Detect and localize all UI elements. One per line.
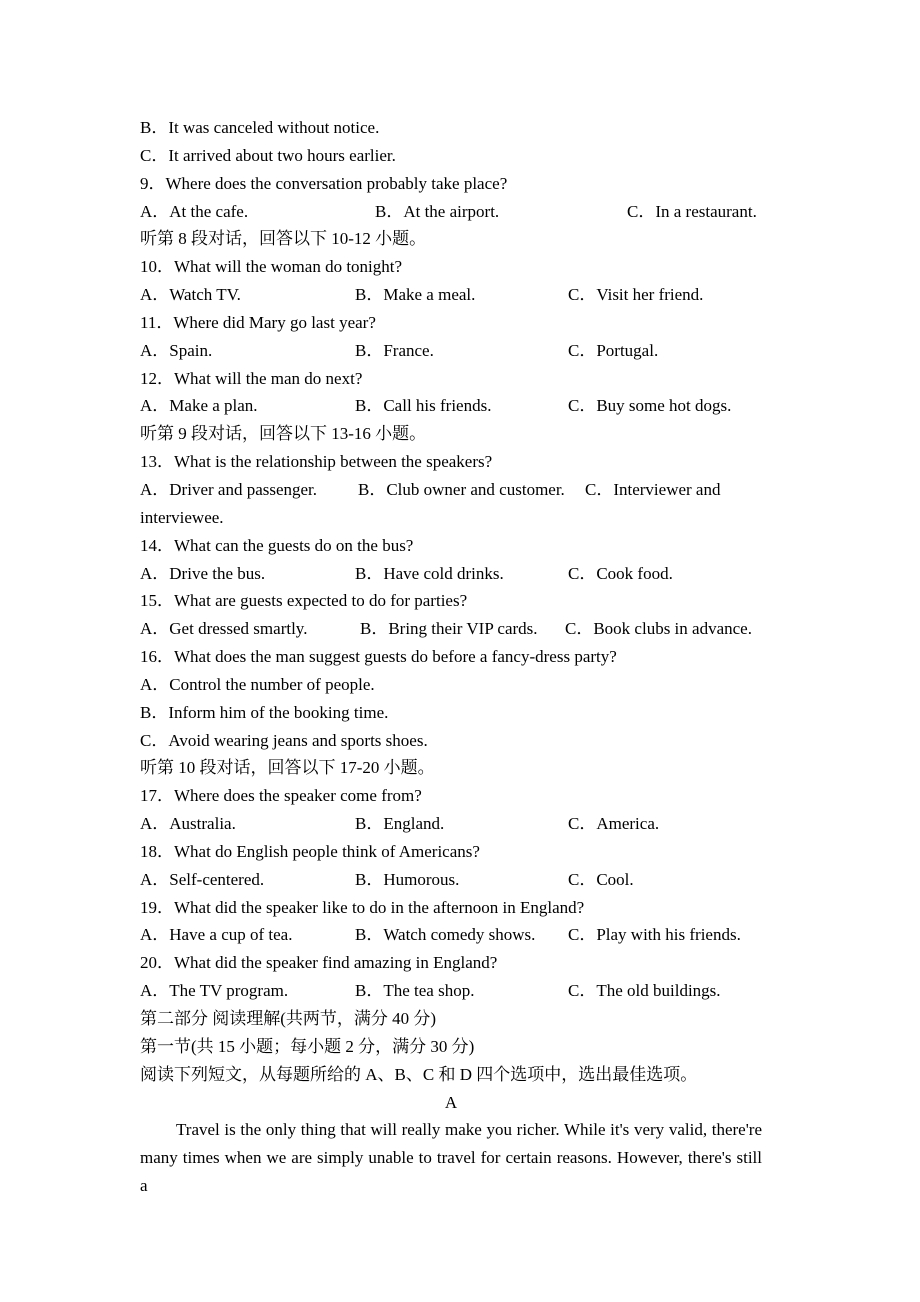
- option-a: A．Australia.: [140, 814, 236, 834]
- question-12: 12．What will the man do next?: [140, 368, 363, 388]
- option-row-q14: [140, 560, 762, 588]
- option-a: A．Self-centered.: [140, 869, 265, 889]
- option-row-q10: [140, 281, 762, 309]
- option-a: A．Spain.: [140, 340, 213, 360]
- option-c: C．America.: [568, 814, 660, 834]
- option-b: B．Have cold drinks.: [355, 563, 504, 583]
- option-c: C．Play with his friends.: [568, 925, 741, 945]
- listening-instruction-section8: 听第 8 段对话，回答以下 10-12 小题。: [140, 229, 427, 249]
- question-14: 14．What can the guests do on the bus?: [140, 535, 414, 555]
- option-row-q12: [140, 392, 762, 420]
- section-header-part2-node1: 第一节(共 15 小题；每小题 2 分，满分 30 分): [140, 1036, 475, 1056]
- question-18: 18．What do English people think of Americans?: [140, 841, 480, 861]
- question-11: 11．Where did Mary go last year?: [140, 312, 376, 332]
- option-b: B．Bring their VIP cards.: [360, 619, 538, 639]
- option-row-q17: [140, 810, 762, 838]
- question-20: 20．What did the speaker find amazing in England?: [140, 953, 498, 973]
- listening-instruction-section10: 听第 10 段对话，回答以下 17-20 小题。: [140, 758, 435, 778]
- option-a: A．Get dressed smartly.: [140, 619, 308, 639]
- option-c: C．The old buildings.: [568, 981, 721, 1001]
- option-c-continuation: interviewee.: [140, 507, 224, 527]
- reading-instruction: 阅读下列短文，从每题所给的 A、B、C 和 D 四个选项中，选出最佳选项。: [140, 1064, 698, 1084]
- exam-document-page: [140, 114, 767, 1200]
- option-line-a: A．Control the number of people.: [140, 674, 375, 694]
- question-16: 16．What does the man suggest guests do before a fancy-dress party?: [140, 647, 617, 667]
- option-row-q11: [140, 337, 762, 365]
- option-a: A．The TV program.: [140, 981, 289, 1001]
- option-c: C．Visit her friend.: [568, 285, 704, 305]
- option-row-q19: [140, 921, 762, 949]
- question-15: 15．What are guests expected to do for parties?: [140, 591, 468, 611]
- question-13: 13．What is the relationship between the speakers?: [140, 452, 493, 472]
- option-row-q9: [140, 198, 762, 226]
- section-header-part2: 第二部分 阅读理解(共两节，满分 40 分): [140, 1009, 437, 1028]
- option-row-q18: [140, 866, 762, 894]
- option-b: B．The tea shop.: [355, 981, 475, 1001]
- option-b: B．France.: [355, 340, 434, 360]
- question-9: 9．Where does the conversation probably take place?: [140, 173, 508, 193]
- option-c: C．In a restaurant.: [627, 201, 757, 221]
- option-a: A．Drive the bus.: [140, 563, 266, 583]
- option-c: C．Cool.: [568, 869, 634, 889]
- option-b: B．England.: [355, 814, 445, 834]
- option-a: A．Driver and passenger.: [140, 479, 318, 499]
- option-a: A．Watch TV.: [140, 285, 241, 305]
- option-c: C．Portugal.: [568, 340, 659, 360]
- option-a: A．Make a plan.: [140, 396, 258, 416]
- option-a: A．Have a cup of tea.: [140, 925, 293, 945]
- option-b: B．Humorous.: [355, 869, 460, 889]
- option-b: B．Call his friends.: [355, 396, 492, 416]
- passage-paragraph-line-2: many times when we are simply unable to travel for certain reasons. However, there's still a: [140, 1148, 767, 1196]
- option-c: C．Interviewer and: [585, 479, 721, 499]
- question-10: 10．What will the woman do tonight?: [140, 257, 403, 277]
- option-b: B．Make a meal.: [355, 285, 476, 305]
- option-c: C．Buy some hot dogs.: [568, 396, 732, 416]
- option-row-q13: [140, 476, 762, 504]
- option-line-b: B．Inform him of the booking time.: [140, 702, 389, 722]
- option-b: B．Watch comedy shows.: [355, 925, 536, 945]
- passage-label-a: A: [444, 1092, 458, 1112]
- question-19: 19．What did the speaker like to do in the afternoon in England?: [140, 897, 585, 917]
- option-a: A．At the cafe.: [140, 201, 249, 221]
- option-line-b: B．It was canceled without notice.: [140, 118, 380, 137]
- option-row-q20: [140, 977, 762, 1005]
- option-c: C．Book clubs in advance.: [565, 619, 752, 639]
- listening-instruction-section9: 听第 9 段对话，回答以下 13-16 小题。: [140, 424, 427, 444]
- option-b: B．At the airport.: [375, 201, 500, 221]
- option-c: C．Cook food.: [568, 563, 673, 583]
- option-row-q15: [140, 615, 762, 643]
- option-line-c: C．Avoid wearing jeans and sports shoes.: [140, 730, 428, 750]
- question-17: 17．Where does the speaker come from?: [140, 786, 422, 806]
- option-line-c: C．It arrived about two hours earlier.: [140, 145, 396, 165]
- option-b: B．Club owner and customer.: [358, 479, 565, 499]
- passage-paragraph-line-1: Travel is the only thing that will really make you richer. While it's very valid, there're: [176, 1120, 762, 1140]
